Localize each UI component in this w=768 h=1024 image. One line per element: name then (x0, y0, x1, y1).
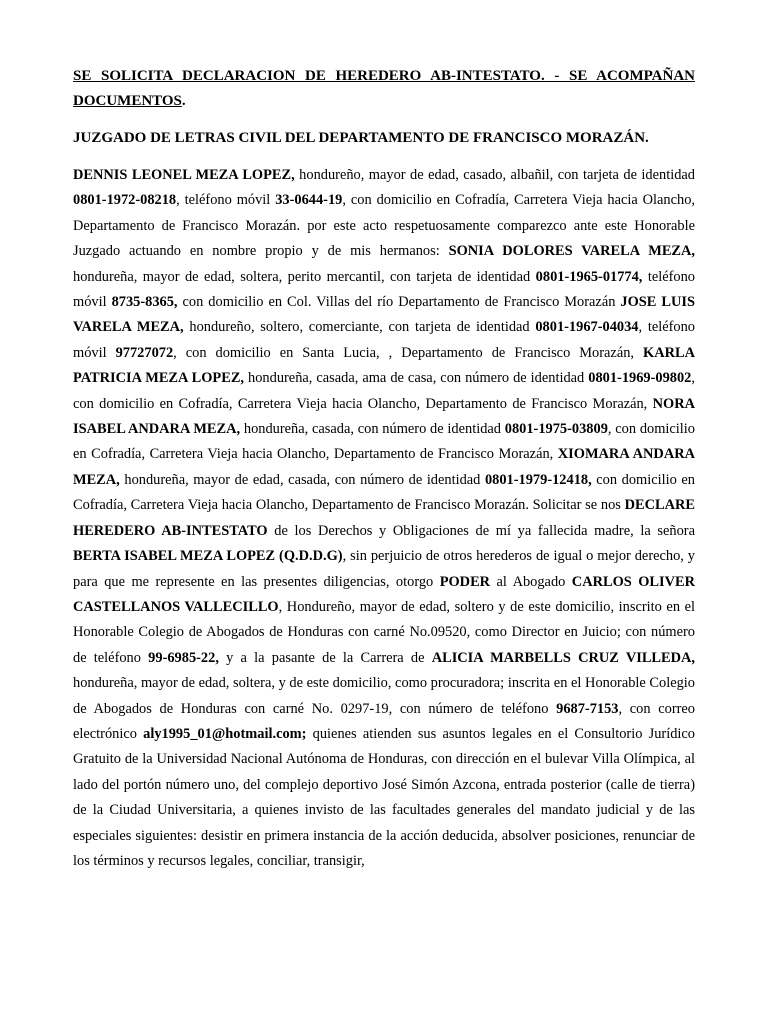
text-run: de los Derechos y Obligaciones de mí ya fallecida madre, la señora (267, 522, 695, 539)
bold-text-run: JOSE LUIS VARELA MEZA, (73, 294, 695, 336)
text-run: , Hondureño, mayor de edad, soltero y de este domicilio, inscrito en el Honorable Colegio de Abogados de Honduras con carné No.09520, como Director en Juicio; con número de teléfono (73, 598, 695, 666)
text-run: hondureño, soltero, comerciante, con tarjeta de identidad (183, 319, 536, 336)
text-run: hondureño, mayor de edad, casado, albañil, con tarjeta de identidad (294, 167, 695, 183)
court-heading: JUZGADO DE LETRAS CIVIL DEL DEPARTAMENTO DE FRANCISCO MORAZÁN. (73, 130, 649, 146)
bold-text-run: CARLOS OLIVER CASTELLANOS VALLECILLO (73, 573, 695, 615)
text-run: al Abogado (490, 573, 572, 590)
text-run: , sin perjuicio de otros herederos de igual o mejor derecho, y para que me represente en las presentes diligencias, otorgo (73, 548, 695, 590)
bold-text-run: KARLA PATRICIA MEZA LOPEZ, (73, 344, 695, 387)
text-run: y a la pasante de la Carrera de (218, 649, 432, 666)
bold-text-run: 0801-1965-01774, (535, 268, 643, 285)
bold-text-run: 0801-1975-03809 (504, 421, 608, 438)
bold-text-run: DECLARE HEREDERO AB-INTESTATO (73, 497, 695, 539)
bold-text-run: aly1995_01@hotmail.com; (143, 725, 307, 742)
bold-text-run: XIOMARA ANDARA MEZA, (73, 446, 695, 488)
bold-text-run: ALICIA MARBELLS CRUZ VILLEDA, (431, 649, 695, 666)
bold-text-run: 97727072 (115, 344, 174, 361)
body-paragraph (73, 163, 695, 874)
text-run: hondureña, mayor de edad, casada, con número de identidad (119, 471, 485, 488)
document-title (73, 64, 695, 114)
bold-text-run: BERTA ISABEL MEZA LOPEZ (Q.D.D.G) (73, 548, 343, 565)
document-title-period: . (181, 93, 186, 109)
bold-text-run: 8735-8365, (111, 294, 178, 311)
document-title-text: SE SOLICITA DECLARACION DE HEREDERO AB-INTESTATO. - SE ACOMPAÑAN DOCUMENTOS (73, 68, 695, 109)
text-run: hondureña, mayor de edad, soltera, y de este domicilio, como procuradora; inscrita en el Honorable Colegio de Abogados de Honduras con carné No. 0297-19, con número de teléfono (73, 675, 695, 717)
text-run: , con domicilio en Cofradía, Carretera Vieja hacia Olancho, Departamento de Francisco Morazán, (73, 370, 695, 412)
text-run: , con domicilio en Cofradía, Carretera Vieja hacia Olancho, Departamento de Francisco Morazán, (73, 421, 695, 463)
bold-text-run: DENNIS LEONEL MEZA LOPEZ, (73, 167, 295, 183)
bold-text-run: 33-0644-19 (275, 192, 343, 209)
bold-text-run: 0801-1967-04034 (535, 319, 639, 336)
document-page (73, 64, 695, 874)
text-run: hondureña, mayor de edad, soltera, perito mercantil, con tarjeta de identidad (73, 268, 536, 285)
text-run: con domicilio en Col. Villas del río Departamento de Francisco Morazán (177, 294, 621, 311)
bold-text-run: 0801-1969-09802 (588, 370, 692, 387)
text-run: hondureña, casada, con número de identidad (240, 421, 505, 438)
text-run: quienes atienden sus asuntos legales en el Consultorio Jurídico Gratuito de la Universidad Nacional Autónoma de Honduras, con dirección en el bulevar Villa Olímpica, al lado del portón número uno, del complejo deportivo José Simón Azcona, entrada posterior (calle de tierra) de la Ciudad Universitaria, a quienes invisto de las facultades generales del mandato judicial y de las especiales siguientes: desistir en primera instancia de la acción deducida, absolver posiciones, renunciar de los términos y recursos legales, conciliar, transigir, (73, 725, 695, 869)
text-run: hondureña, casada, ama de casa, con número de identidad (244, 370, 589, 387)
text-run: con domicilio en Cofradía, Carretera Vieja hacia Olancho, Departamento de Francisco Morazán. Solicitar se nos (73, 471, 695, 514)
bold-text-run: NORA ISABEL ANDARA MEZA, (73, 395, 695, 438)
bold-text-run: 9687-7153 (556, 700, 619, 717)
bold-text-run: 99-6985-22, (148, 649, 219, 666)
text-run: , con correo electrónico (73, 700, 695, 742)
text-run: teléfono móvil (73, 268, 696, 311)
text-run: , teléfono móvil (73, 319, 695, 361)
text-run: , teléfono móvil (176, 192, 276, 209)
bold-text-run: 0801-1972-08218 (73, 192, 177, 209)
bold-text-run: PODER (439, 573, 491, 590)
text-run: , con domicilio en Cofradía, Carretera Vieja hacia Olancho, Departamento de Francisco Morazán. por este acto respetuosamente comparezco ante este Honorable Juzgado actuando en nombre propio y de mis hermanos: (73, 192, 696, 260)
bold-text-run: SONIA DOLORES VARELA MEZA, (448, 243, 695, 260)
text-run: , con domicilio en Santa Lucia, , Departamento de Francisco Morazán, (173, 344, 644, 361)
bold-text-run: 0801-1979-12418, (484, 471, 592, 488)
